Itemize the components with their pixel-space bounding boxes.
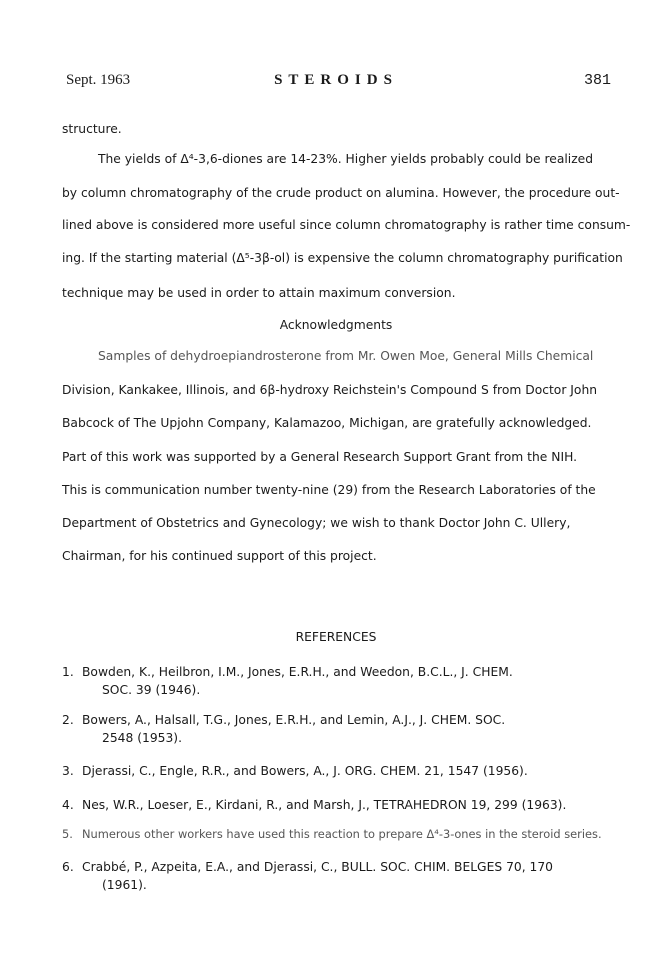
references-heading: REFERENCES [295, 630, 377, 644]
acknowledgments-heading: Acknowledgments [279, 318, 393, 332]
reference-text: Bowden, K., Heilbron, I.M., Jones, E.R.H., and Weedon, B.C.L., J. CHEM. [82, 665, 513, 679]
reference-number: 3. [62, 764, 74, 778]
body-line: The yields of Δ⁴-3,6-diones are 14-23%. Higher yields probably could be realized [98, 152, 594, 166]
ack-line: Division, Kankakee, Illinois, and 6β-hydroxy Reichstein's Compound S from Doctor John [62, 383, 598, 397]
header-page-number: 381 [584, 72, 612, 89]
reference-text: Crabbé, P., Azpeita, E.A., and Djerassi, C., BULL. SOC. CHIM. BELGES 70, 170 [82, 860, 554, 874]
page-header [0, 72, 672, 96]
ack-line: This is communication number twenty-nine (29) from the Research Laboratories of the [62, 483, 596, 497]
reference-number: 4. [62, 798, 74, 812]
reference-number: 1. [62, 665, 74, 679]
body-line: ing. If the starting material (Δ⁵-3β-ol) is expensive the column chromatography purification [62, 251, 623, 265]
reference-number: 5. [62, 827, 73, 841]
body-line: lined above is considered more useful since column chromatography is rather time consum- [62, 218, 631, 232]
body-line: structure. [62, 122, 122, 136]
ack-line: Babcock of The Upjohn Company, Kalamazoo, Michigan, are gratefully acknowledged. [62, 416, 592, 430]
reference-number: 2. [62, 713, 74, 727]
reference-text: Bowers, A., Halsall, T.G., Jones, E.R.H., and Lemin, A.J., J. CHEM. SOC. [82, 713, 506, 727]
reference-number: 6. [62, 860, 74, 874]
header-journal: STEROIDS [274, 72, 398, 88]
reference-text: Nes, W.R., Loeser, E., Kirdani, R., and Marsh, J., TETRAHEDRON 19, 299 (1963). [82, 798, 567, 812]
ack-line: Department of Obstetrics and Gynecology; we wish to thank Doctor John C. Ullery, [62, 516, 571, 530]
header-date: Sept. 1963 [66, 72, 131, 88]
ack-line: Part of this work was supported by a General Research Support Grant from the NIH. [62, 450, 578, 464]
body-line: by column chromatography of the crude product on alumina. However, the procedure out- [62, 186, 620, 200]
reference-text-continued: 2548 (1953). [102, 731, 183, 745]
ack-line: Chairman, for his continued support of this project. [62, 549, 377, 563]
reference-text-continued: SOC. 39 (1946). [102, 683, 201, 697]
reference-text: Numerous other workers have used this reaction to prepare Δ⁴-3-ones in the steroid series. [82, 827, 602, 841]
body-line: technique may be used in order to attain maximum conversion. [62, 286, 456, 300]
reference-text: Djerassi, C., Engle, R.R., and Bowers, A., J. ORG. CHEM. 21, 1547 (1956). [82, 764, 528, 778]
ack-line: Samples of dehydroepiandrosterone from Mr. Owen Moe, General Mills Chemical [98, 349, 594, 363]
reference-text-continued: (1961). [102, 878, 147, 892]
